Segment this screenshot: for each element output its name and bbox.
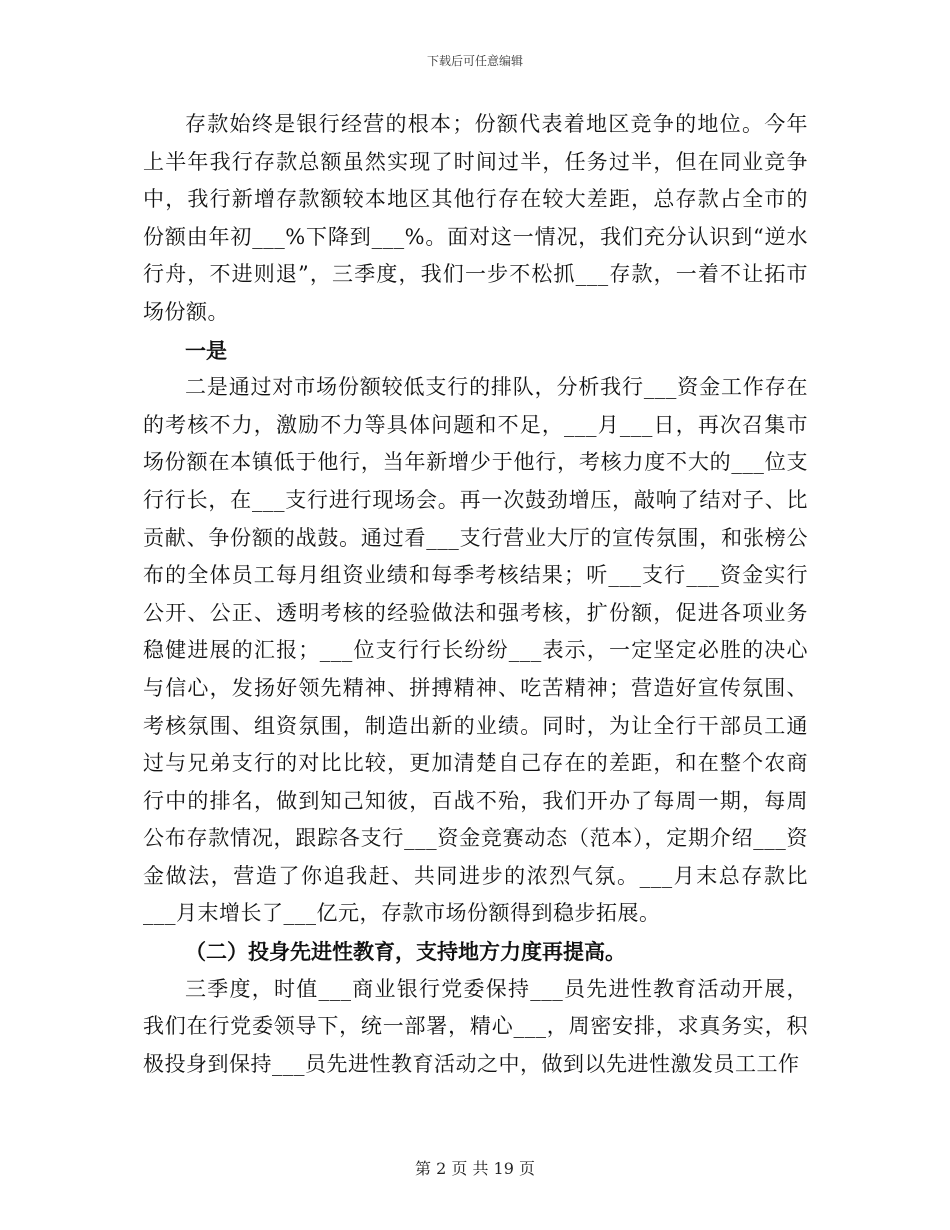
section-heading-first: 一是	[185, 337, 227, 363]
page-header-note: 下载后可任意编辑	[426, 54, 523, 68]
page-footer-number: 第 2 页 共 19 页	[415, 1159, 535, 1178]
paragraph-second: 二是通过对市场份额较低支行的排队，分析我行___资金工作存在的考核不力，激励不力等具体问题和不足，___月___日，再次召集市场份额在本镇低于他行，当年新增少于他行，考核力度不大的___位支行行长，在___支行进行现场会。再一次鼓劲增压，敲响了结对子、比贡献、争份额的战鼓。通过看___支行营业大厅的宣传氛围，和张榜公布的全体员工每月组资业绩和每季考核结果；听___支行___资金实行公开、公正、透明考核的经验做法和强考核，扩份额，促进各项业务稳健进展的汇报；___位支行行长纷纷___表示，一定坚定必胜的决心与信心，发扬好领先精神、拼搏精神、吃苦精神；营造好宣传氛围、考核氛围、组资氛围，制造出新的业绩。同时，为让全行干部员工通过与兄弟支行的对比比较，更加清楚自己存在的差距，和在整个农商行中的排名，做到知己知彼，百战不殆，我们开办了每周一期，每周公布存款情况，跟踪各支行___资金竞赛动态（范本），定期介绍___资金做法，营造了你追我赶、共同进步的浓烈气氛。___月末总存款比___月末增长了___亿元，存款市场份额得到稳步拓展。	[143, 375, 808, 926]
paragraph-deposits: 存款始终是银行经营的根本；份额代表着地区竞争的地位。今年上半年我行存款总额虽然实现了时间过半，任务过半，但在同业竞争中，我行新增存款额较本地区其他行存在较大差距，总存款占全市的份额由年初___%下降到___%。面对这一情况，我们充分认识到“逆水行舟，不进则退”，三季度，我们一步不松抓___存款，一着不让拓市场份额。	[143, 112, 808, 324]
document-body	[143, 106, 808, 1083]
section-heading-education: （二）投身先进性教育，支持地方力度再提高。	[185, 939, 626, 965]
paragraph-third-quarter: 三季度，时值___商业银行党委保持___员先进性教育活动开展，我们在行党委领导下，统一部署，精心___，周密安排，求真务实，积极投身到保持___员先进性教育活动之中，做到以先进性激发员工工作	[143, 976, 808, 1076]
